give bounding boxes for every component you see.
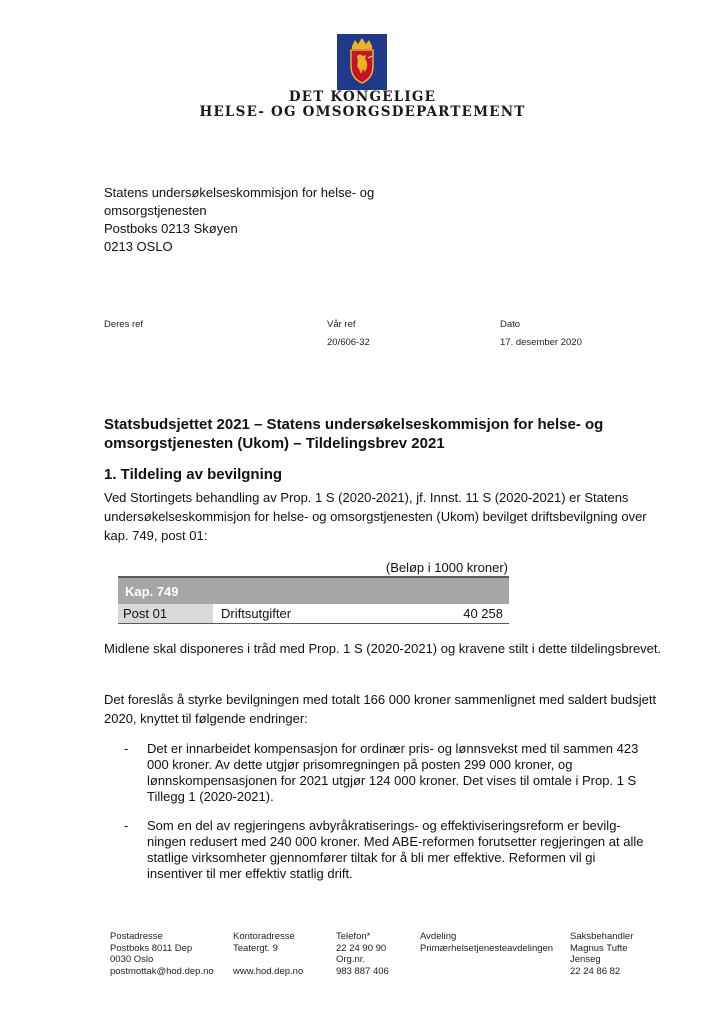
bullet-marker: -: [124, 818, 129, 833]
recipient-postcode: 0213 OSLO: [104, 239, 173, 254]
recipient-name-line-2: omsorgstjenesten: [104, 203, 207, 218]
table-cell-amount: 40 258: [463, 606, 503, 621]
deres-ref-label: Deres ref: [104, 319, 144, 330]
department-name-line-2: HELSE- OG OMSORGSDEPARTEMENT: [199, 104, 526, 120]
letter-title: Statsbudsjettet 2021 – Statens undersøkelseskommisjon for helse- og omsorgstjenesten (Ukom) – Tildelingsbrev 2021: [104, 416, 604, 452]
intro-paragraph: Ved Stortingets behandling av Prop. 1 S (2020-2021), jf. Innst. 11 S (2020-2021) er Statens undersøkelseskommisjon for helse- og omsorgstjenesten (Ukom) bevilget driftsbevilgning over kap. 749, post 01:: [104, 490, 647, 543]
table-cell-description: Driftsutgifter: [221, 606, 292, 621]
footer-email: postmottak@hod.dep.no: [110, 965, 214, 977]
disposal-paragraph: Midlene skal disponeres i tråd med Prop. 1 S (2020-2021) og kravene stilt i dette tildelingsbrevet.: [104, 641, 662, 656]
department-name-line-1: DET KONGELIGE: [288, 89, 437, 105]
var-ref-value: 20/606-32: [327, 337, 370, 348]
amount-note: (Beløp i 1000 kroner): [385, 560, 508, 575]
footer-label: Kontoradresse: [233, 931, 295, 942]
footer-value: 22 24 86 82: [570, 965, 621, 977]
footer-value: [233, 954, 303, 966]
footer-postadresse: [110, 931, 214, 977]
footer-value: Primærhelsetjenesteavdelingen: [420, 942, 554, 954]
recipient-address: Postboks 0213 Skøyen: [104, 221, 238, 236]
table-cell-post: Post 01: [118, 604, 213, 623]
var-ref-label: Vår ref: [327, 319, 356, 330]
section-heading: 1. Tildeling av bevilgning: [104, 466, 283, 483]
strengthening-paragraph: Det foreslås å styrke bevilgningen med totalt 166 000 kroner sammenlignet med saldert budsjett 2020, knyttet til følgende endringer:: [104, 692, 657, 726]
footer-value: 22 24 90 90: [336, 942, 387, 954]
footer-value: 983 887 406: [336, 965, 389, 977]
footer-value: Teatergt. 9: [233, 942, 278, 954]
budget-table: [118, 576, 509, 624]
footer-value: Jenseg: [570, 954, 601, 965]
footer-label: Telefon*: [336, 931, 371, 942]
footer-saksbehandler: [570, 931, 633, 977]
footer-kontoradresse: [233, 931, 303, 977]
dato-value: 17. desember 2020: [500, 337, 582, 348]
table-row: [118, 604, 509, 624]
dato-label: Dato: [500, 319, 521, 330]
footer-label: Avdeling: [420, 931, 457, 942]
bullet-item: Det er innarbeidet kompensasjon for ordinær pris- og lønnsvekst med til sammen 423 000 kroner. Av dette utgjør prisomregningen på posten 299 000 kroner, og lønnskompensasjonen for 2021 utgjør 124 000 kroner. Det vises til omtale i Prop. 1 S Tillegg 1 (2020-2021).: [147, 741, 639, 804]
footer-value: Magnus Tufte: [570, 942, 628, 954]
bullet-marker: -: [124, 741, 129, 756]
footer-value: Postboks 8011 Dep: [110, 942, 193, 954]
table-header: Kap. 749: [118, 576, 509, 604]
footer-value: 0030 Oslo: [110, 954, 154, 965]
footer-label: Postadresse: [110, 931, 163, 942]
royal-coat-of-arms-icon: [337, 34, 387, 90]
footer-value: Org.nr.: [336, 954, 366, 965]
footer-avdeling: [420, 931, 553, 954]
footer-website: www.hod.dep.no: [233, 965, 304, 977]
footer-telefon: [336, 931, 389, 977]
bullet-item: Som en del av regjeringens avbyråkratiserings- og effektiviseringsreform er bevilg-ningen redusert med 240 000 kroner. Med ABE-reformen forutsetter regjeringen at alle statlige virksomheter gjennomfører tiltak for å bli mer effektive. Reformen vil gi insentiver til mer effektiv statlig drift.: [147, 818, 644, 881]
footer-label: Saksbehandler: [570, 931, 634, 942]
recipient-name-line-1: Statens undersøkelseskommisjon for helse- og: [104, 185, 375, 200]
